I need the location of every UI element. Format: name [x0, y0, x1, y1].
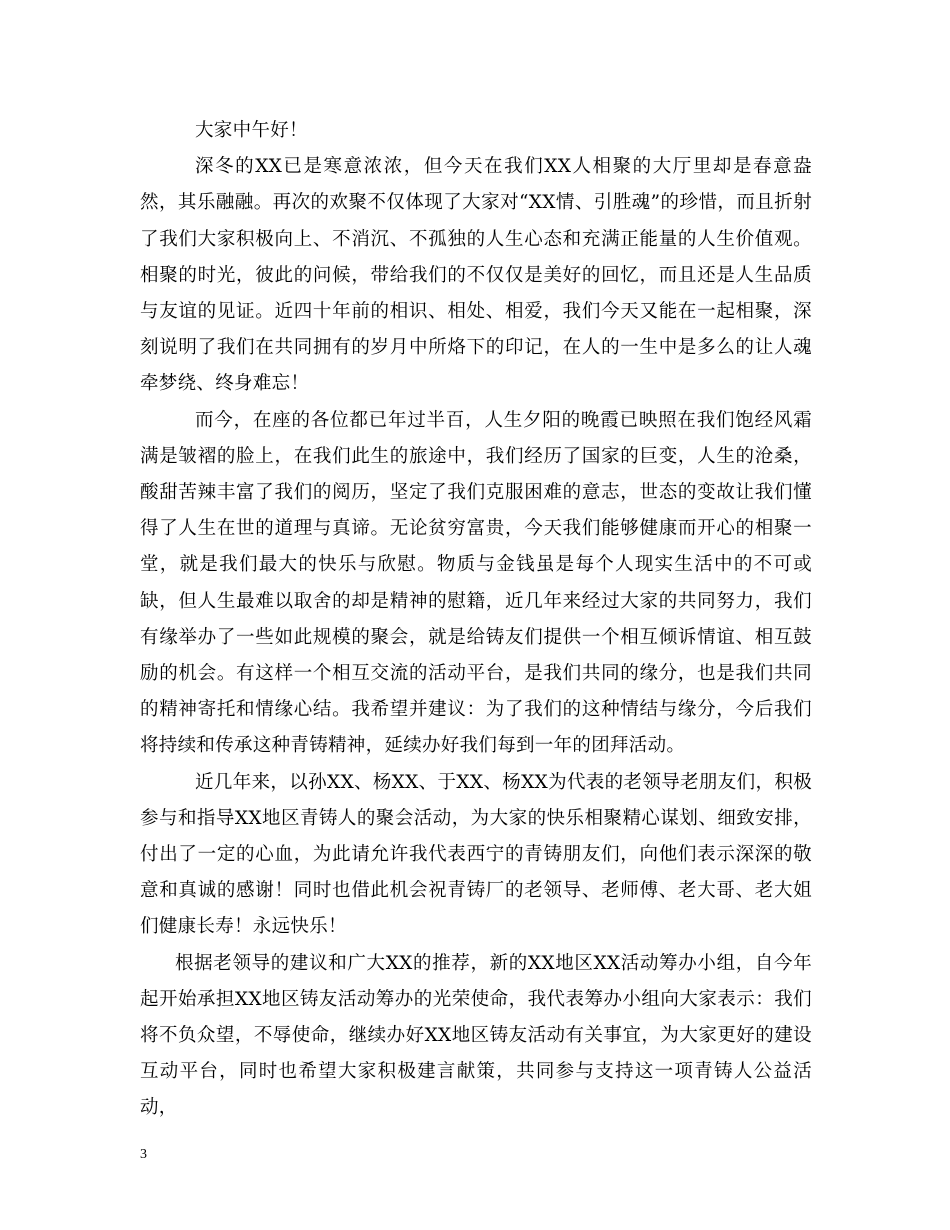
body-paragraph-1: 深冬的XX已是寒意浓浓，但今天在我们XX人相聚的大厅里却是春意盎然，其乐融融。再次的欢聚不仅体现了大家对“XX情、引胜魂”的珍惜，而且折射了我们大家积极向上、不消沉、不孤独的人生心态和充满正能量的人生价值观。相聚的时光，彼此的问候，带给我们的不仅仅是美好的回忆，而且还是人生品质与友谊的见证。近四十年前的相识、相处、相爱，我们今天又能在一起相聚，深刻说明了我们在共同拥有的岁月中所烙下的印记，在人的一生中是多么的让人魂牵梦绕、终身难忘！ — [140, 156, 812, 395]
body-paragraph-4: 根据老领导的建议和广大XX的推荐，新的XX地区XX活动筹办小组，自今年起开始承担XX地区铸友活动筹办的光荣使命，我代表筹办小组向大家表示：我们将不负众望，不辱使命，继续办好XX地区铸友活动有关事宜，为大家更好的建设互动平台，同时也希望大家积极建言献策，共同参与支持这一项青铸人公益活动， — [140, 952, 812, 1119]
body-paragraph-3: 近几年来，以孙XX、杨XX、于XX、杨XX为代表的老领导老朋友们，积极参与和指导XX地区青铸人的聚会活动，为大家的快乐相聚精心谋划、细致安排，付出了一定的心血，为此请允许我代表西宁的青铸朋友们，向他们表示深深的敬意和真诚的感谢！同时也借此机会祝青铸厂的老领导、老师傅、老大哥、老大姐们健康长寿！永远快乐！ — [140, 771, 812, 938]
page-number: 3 — [140, 1147, 147, 1162]
body-paragraph-2: 而今，在座的各位都已年过半百，人生夕阳的晚霞已映照在我们饱经风霜满是皱褶的脸上，在我们此生的旅途中，我们经历了国家的巨变，人生的沧桑，酸甜苦辣丰富了我们的阅历，坚定了我们克服困难的意志，世态的变故让我们懂得了人生在世的道理与真谛。无论贫穷富贵，今天我们能够健康而开心的相聚一堂，就是我们最大的快乐与欣慰。物质与金钱虽是每个人现实生活中的不可或缺，但人生最难以取舍的却是精神的慰籍，近几年来经过大家的共同努力，我们有缘举办了一些如此规模的聚会，就是给铸友们提供一个相互倾诉情谊、相互鼓励的机会。有这样一个相互交流的活动平台，是我们共同的缘分，也是我们共同的精神寄托和情缘心结。我希望并建议：为了我们的这种情结与缘分，今后我们将持续和传承这种青铸精神，延续办好我们每到一年的团拜活动。 — [140, 409, 812, 757]
greeting-paragraph: 大家中午好！ — [195, 120, 308, 141]
document-body — [140, 113, 812, 1127]
